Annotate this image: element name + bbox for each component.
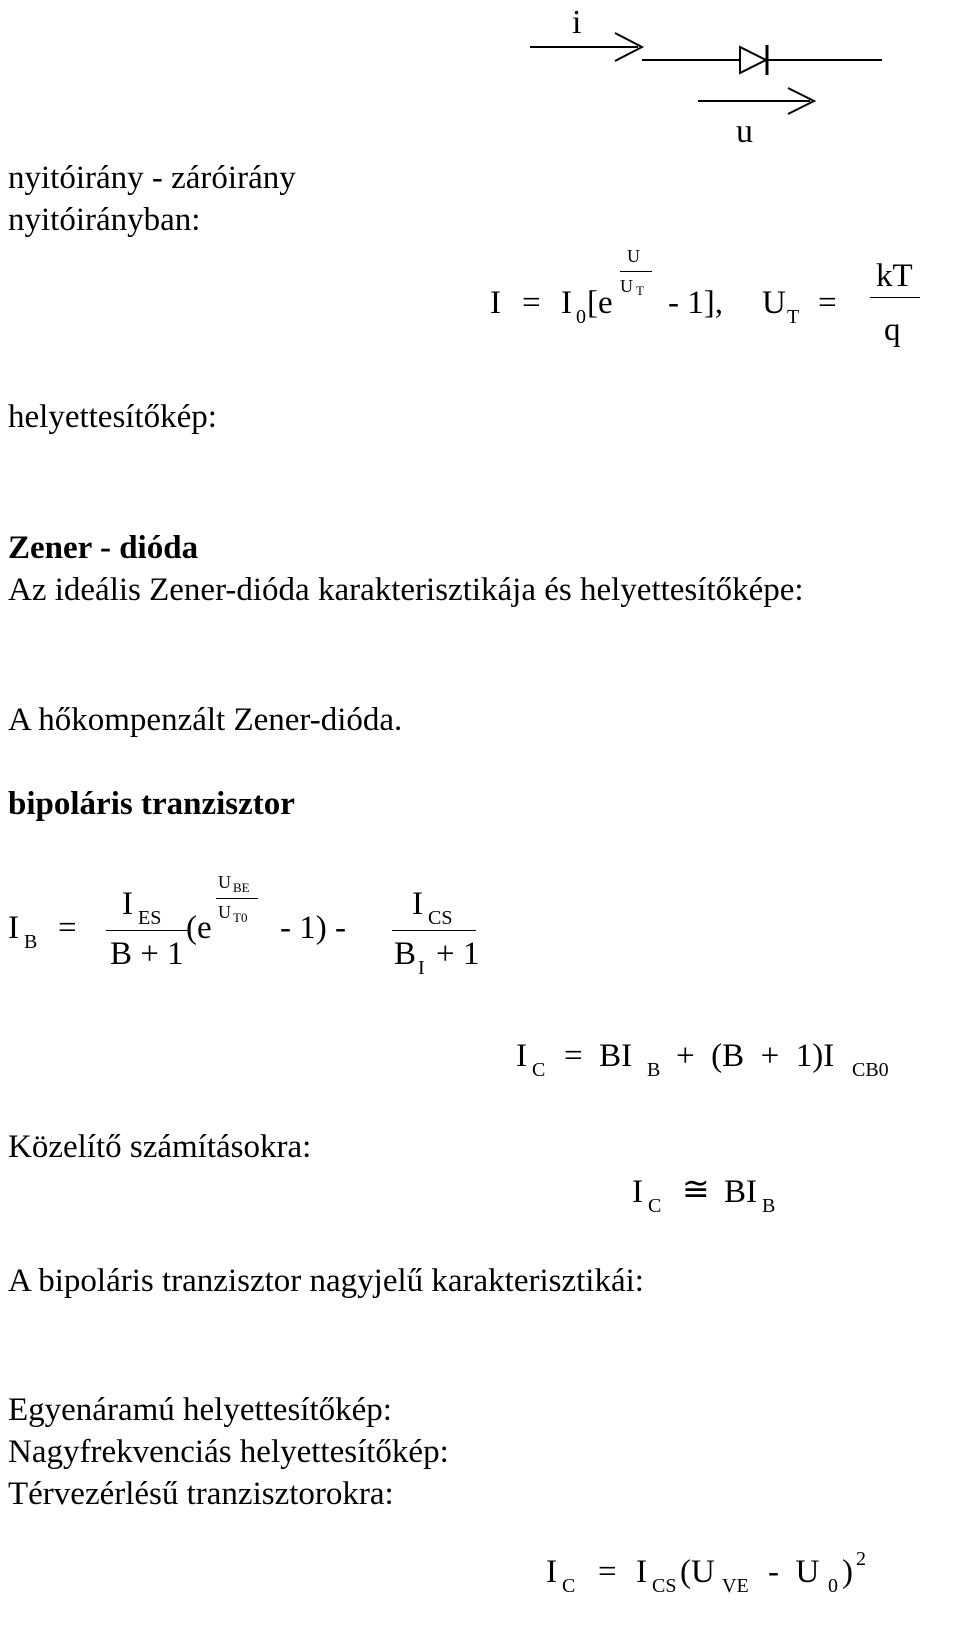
kozelito-text: Közelítő számításokra: bbox=[8, 1129, 312, 1165]
eq-ib-i-sub: B bbox=[24, 931, 38, 953]
eq-ic-equals-bi: = BI bbox=[564, 1038, 633, 1074]
eq-fet-paren-u: (U bbox=[680, 1554, 715, 1590]
eq-fet-ics-sub: CS bbox=[652, 1575, 677, 1597]
eq-ib-paren-e: (e bbox=[186, 910, 212, 946]
text-line-2: nyitóirányban: bbox=[8, 202, 201, 238]
eq-ib-num: I bbox=[122, 886, 133, 922]
eq-fet-ve-sub: VE bbox=[722, 1575, 749, 1597]
eq-ic-approx-i-sub: C bbox=[648, 1195, 662, 1217]
eq-diode-q: q bbox=[884, 312, 901, 348]
eq-ic-approx-symbol: ≅ bbox=[682, 1172, 710, 1208]
bipolar-heading: bipoláris tranzisztor bbox=[8, 786, 295, 822]
nagyfrekvencias-text: Nagyfrekvenciás helyettesítőkép: bbox=[8, 1434, 449, 1470]
eq-fet-square: 2 bbox=[856, 1548, 866, 1570]
hokompenzalt-text: A hőkompenzált Zener-dióda. bbox=[8, 702, 403, 738]
eq-diode-exp-fracline bbox=[620, 271, 652, 272]
eq-ic-i-sub: C bbox=[532, 1059, 546, 1081]
eq-ib-equals: = bbox=[58, 910, 77, 946]
eq-fet-ics: I bbox=[636, 1554, 647, 1590]
eq-diode-i: I bbox=[490, 285, 501, 321]
current-label: i bbox=[572, 4, 582, 41]
eq-diode-exp-den-sub: T bbox=[636, 283, 644, 298]
eq-ib-den2-sub: I bbox=[418, 957, 425, 979]
eq-ic-approx-bi: BI bbox=[724, 1174, 757, 1210]
eq-fet-minus-u: - U bbox=[768, 1554, 820, 1590]
eq-ib-den: B + 1 bbox=[110, 936, 184, 972]
eq-diode-ut-sub: T bbox=[787, 306, 800, 328]
tervezerlesu-text: Térvezérlésű tranzisztorokra: bbox=[8, 1476, 394, 1512]
eq-fet-i-sub: C bbox=[562, 1575, 576, 1597]
text-line-3: helyettesítőkép: bbox=[8, 399, 217, 435]
eq-fet-u0-sub: 0 bbox=[828, 1575, 838, 1597]
nagyjelu-text: A bipoláris tranzisztor nagyjelű karakterisztikái: bbox=[8, 1263, 644, 1299]
eq-ic-approx-bi-sub: B bbox=[762, 1195, 776, 1217]
eq-ib-num2: I bbox=[412, 886, 423, 922]
eq-fet-equals: = bbox=[598, 1554, 617, 1590]
eq-fet-i: I bbox=[546, 1554, 557, 1590]
eq-diode-kt: kT bbox=[876, 258, 913, 294]
eq-ic-approx-i: I bbox=[632, 1174, 643, 1210]
eq-ib-exp-num-sub: BE bbox=[233, 880, 250, 895]
eq-diode-i0: I bbox=[561, 285, 572, 321]
eq-fet-close: ) bbox=[842, 1554, 853, 1590]
eq-diode-i0-sub: 0 bbox=[576, 306, 586, 328]
eq-diode-fracline bbox=[870, 297, 920, 298]
eq-diode-equals: = bbox=[522, 285, 541, 321]
egyenaramu-text: Egyenáramú helyettesítőkép: bbox=[8, 1392, 392, 1428]
eq-ib-num-sub: ES bbox=[138, 907, 162, 929]
eq-ib-exp-den: U bbox=[218, 902, 231, 922]
zener-heading: Zener - dióda bbox=[8, 530, 199, 566]
eq-ic-rest: + (B + 1)I bbox=[676, 1038, 835, 1074]
eq-ib-den2-b: B bbox=[394, 936, 417, 972]
eq-ib-i: I bbox=[8, 910, 19, 946]
eq-diode-exp-num: U bbox=[627, 246, 640, 266]
eq-ib-exp-fracline bbox=[216, 898, 258, 899]
eq-ib-minus-one: - 1) - bbox=[280, 910, 346, 946]
eq-diode-minus-one: - 1], bbox=[668, 285, 723, 321]
eq-ib-exp-den-sub: T0 bbox=[233, 910, 248, 925]
eq-ib-num2-sub: CS bbox=[428, 907, 453, 929]
zener-desc: Az ideális Zener-dióda karakterisztikája és helyettesítőképe: bbox=[8, 572, 804, 608]
eq-ib-fracline-2 bbox=[392, 930, 476, 931]
eq-diode-ut: U bbox=[762, 285, 786, 321]
diode-symbol-icon bbox=[520, 25, 900, 115]
voltage-label: u bbox=[736, 113, 753, 150]
eq-ib-fracline bbox=[106, 930, 188, 931]
eq-diode-exp-den: U bbox=[620, 276, 633, 296]
eq-ic-i: I bbox=[516, 1038, 527, 1074]
eq-ic-rest-sub: CB0 bbox=[852, 1059, 889, 1081]
eq-ib-exp-num: U bbox=[218, 872, 231, 892]
eq-diode-bracket-e: [e bbox=[587, 285, 613, 321]
eq-ib-den2-rest: + 1 bbox=[436, 936, 480, 972]
eq-ic-b-sub: B bbox=[647, 1059, 661, 1081]
text-line-1: nyitóirány - záróirány bbox=[8, 160, 296, 196]
eq-diode-equals-2: = bbox=[818, 285, 837, 321]
